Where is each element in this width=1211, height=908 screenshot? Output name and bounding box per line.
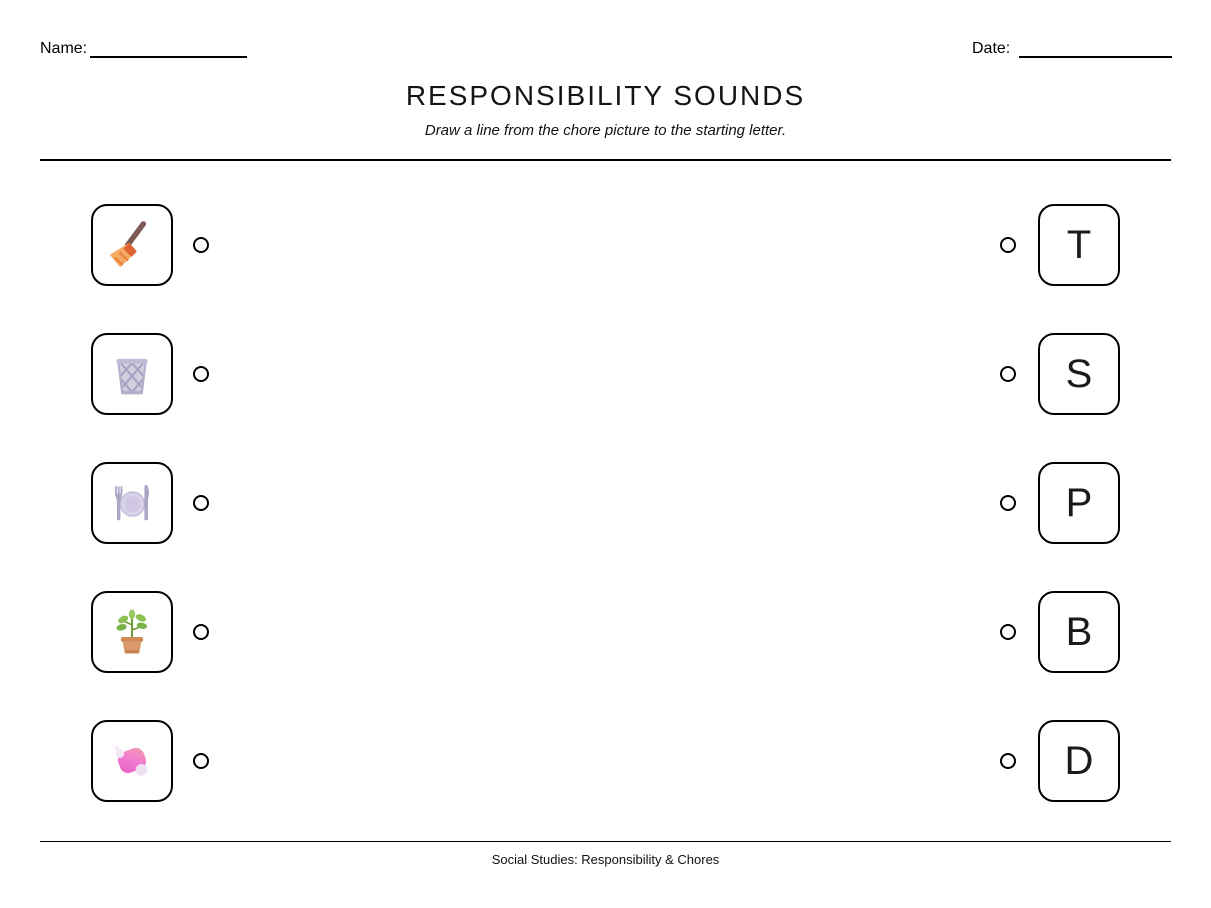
- letter-box-b[interactable]: [1038, 591, 1120, 673]
- picture-box-plant[interactable]: [91, 591, 173, 673]
- letter-connector-dot[interactable]: [1000, 624, 1016, 640]
- letter-connector-dot[interactable]: [1000, 366, 1016, 382]
- broom-icon: [106, 219, 158, 271]
- picture-connector-dot[interactable]: [193, 237, 209, 253]
- plate-and-cutlery-icon: [107, 478, 157, 528]
- picture-connector-dot[interactable]: [193, 624, 209, 640]
- chore-row: [0, 591, 1211, 673]
- footer-text: Social Studies: Responsibility & Chores: [491, 852, 720, 867]
- letter-label: T: [1066, 223, 1092, 267]
- chore-row: [0, 462, 1211, 544]
- chore-row: [0, 333, 1211, 415]
- letter-connector-dot[interactable]: [1000, 495, 1016, 511]
- picture-connector-dot[interactable]: [193, 495, 209, 511]
- date-label: Date:: [972, 40, 1011, 57]
- footer-divider: [40, 841, 1171, 842]
- letter-box-t[interactable]: [1038, 204, 1120, 286]
- letter-label: P: [1065, 481, 1093, 525]
- letter-connector-dot[interactable]: [1000, 237, 1016, 253]
- wastebasket-icon: [107, 349, 157, 399]
- letter-box-s[interactable]: [1038, 333, 1120, 415]
- soap-icon: [107, 736, 157, 786]
- letter-label: B: [1065, 610, 1093, 654]
- letter-connector-dot[interactable]: [1000, 753, 1016, 769]
- chore-row: [0, 204, 1211, 286]
- letter-label: S: [1065, 352, 1093, 396]
- potted-plant-icon: [107, 607, 157, 657]
- picture-box-broom[interactable]: [91, 204, 173, 286]
- picture-box-soap[interactable]: [91, 720, 173, 802]
- picture-box-wastebasket[interactable]: [91, 333, 173, 415]
- instructions: Draw a line from the chore picture to the starting letter.: [424, 122, 787, 139]
- chore-row: [0, 720, 1211, 802]
- picture-connector-dot[interactable]: [193, 753, 209, 769]
- name-input-line[interactable]: [90, 56, 247, 58]
- letter-label: D: [1064, 739, 1094, 783]
- letter-box-p[interactable]: [1038, 462, 1120, 544]
- letter-box-d[interactable]: [1038, 720, 1120, 802]
- date-input-line[interactable]: [1019, 56, 1172, 58]
- page-title: RESPONSIBILITY SOUNDS: [405, 80, 806, 111]
- picture-box-plate[interactable]: [91, 462, 173, 544]
- name-label: Name:: [40, 40, 88, 57]
- header-divider: [40, 159, 1171, 161]
- picture-connector-dot[interactable]: [193, 366, 209, 382]
